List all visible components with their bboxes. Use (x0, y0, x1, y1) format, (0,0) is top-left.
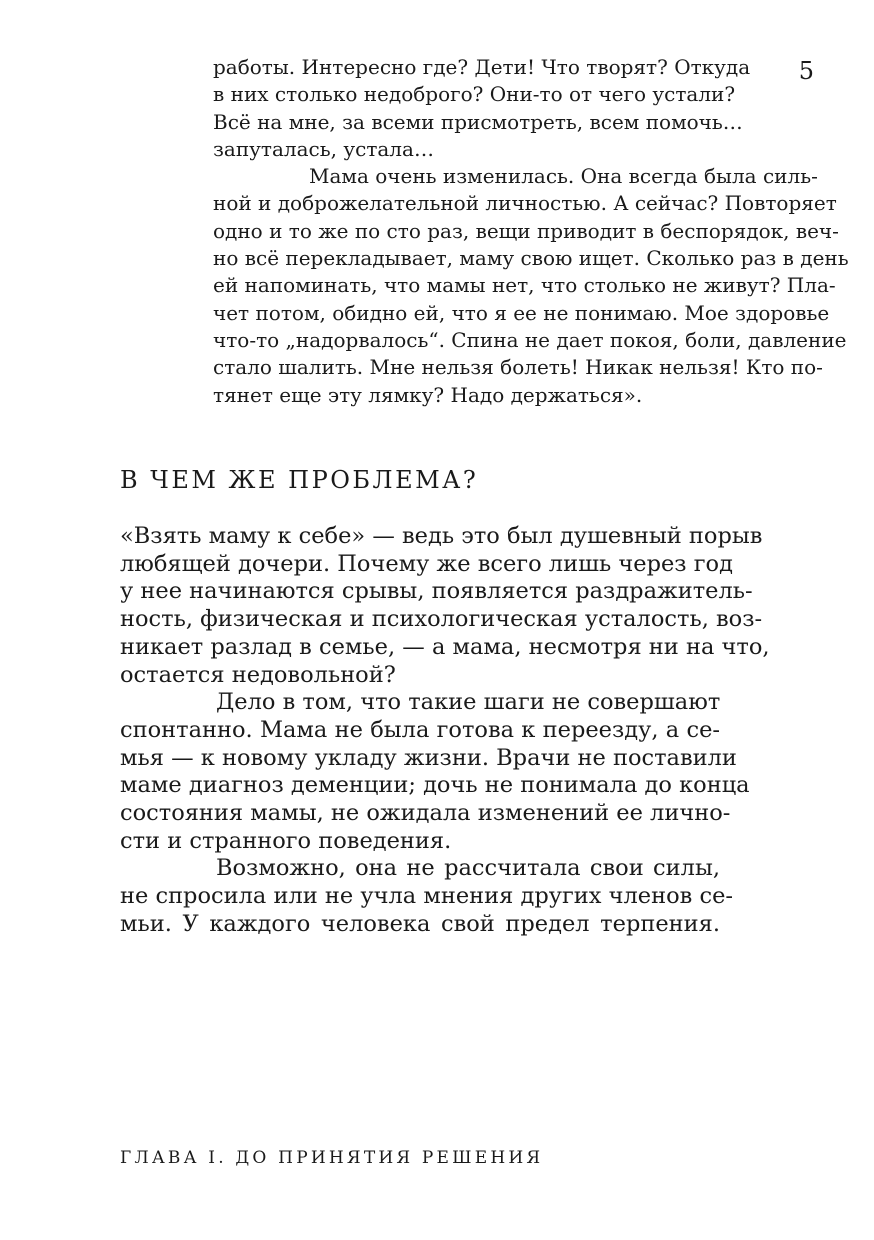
body-line: Дело в том, что такие шаги не совершают (216, 689, 721, 716)
body-line: сти и странного поведения. (120, 827, 452, 854)
body-line: у нее начинаются срывы, появляется раздражитель- (120, 578, 753, 605)
quote-line: Всё на мне, за всеми присмотреть, всем помочь… (213, 109, 743, 134)
body-line: состояния мамы, не ожидала изменений ее лично- (120, 800, 731, 827)
quote-line: стало шалить. Мне нельзя болеть! Никак нельзя! Кто по- (213, 355, 823, 380)
running-footer: ГЛАВА I. ДО ПРИНЯТИЯ РЕШЕНИЯ (120, 1148, 544, 1168)
section-heading: В ЧЕМ ЖЕ ПРОБЛЕМА? (120, 466, 479, 494)
quote-line: чет потом, обидно ей, что я ее не понимаю. Мое здоровье (213, 300, 830, 325)
quote-line: но всё перекладывает, маму свою ищет. Сколько раз в день (213, 246, 849, 271)
quote-line: одно и то же по сто раз, вещи приводит в беспорядок, веч- (213, 218, 839, 243)
body-line: мьи. У каждого человека свой предел терпения. (120, 910, 720, 937)
body-line: спонтанно. Мама не была готова к переезду, а се- (120, 716, 720, 743)
body-line: Возможно, она не рассчитала свои силы, (216, 855, 720, 882)
body-line: «Взять маму к себе» — ведь это был душевный порыв (120, 523, 763, 549)
quote-line: что-то „надорвалось“. Спина не дает покоя, боли, давление (213, 327, 847, 352)
body-line: мья — к новому укладу жизни. Врачи не поставили (120, 744, 737, 771)
quote-line: Мама очень изменилась. Она всегда была силь- (309, 164, 818, 189)
quote-line: ей напоминать, что мамы нет, что столько не живут? Пла- (213, 273, 836, 298)
body-line: ность, физическая и психологическая усталость, воз- (120, 606, 763, 633)
quote-line: запуталась, устала… (213, 136, 434, 161)
page-number: 5 (798, 57, 814, 85)
quote-line: работы. Интересно где? Дети! Что творят? Откуда (213, 55, 751, 79)
quote-block (213, 54, 849, 409)
body-line: любящей дочери. Почему же всего лишь через год (120, 550, 733, 577)
quote-line: в них столько недоброго? Они-то от чего устали? (213, 82, 736, 107)
body-line: никает разлад в семье, — а мама, несмотря ни на что, (120, 633, 770, 660)
body-line: остается недовольной? (120, 661, 396, 688)
body-line: не спросила или не учла мнения других членов се- (120, 883, 733, 910)
body-line: маме диагноз деменции; дочь не понимала до конца (120, 772, 750, 799)
quote-line: ной и доброжелательной личностью. А сейчас? Повторяет (213, 191, 837, 216)
body-text (120, 523, 770, 939)
quote-line: тянет еще эту лямку? Надо держаться». (213, 382, 643, 407)
